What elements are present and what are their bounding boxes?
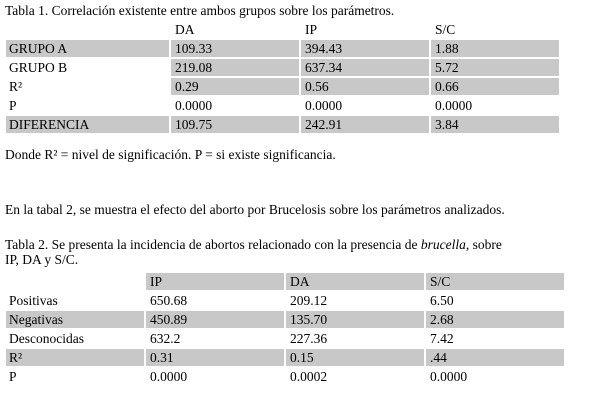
table2-header-cell [6,273,144,290]
table-cell: 1.88 [431,40,559,57]
table-cell: 109.75 [171,116,299,133]
row-label: P [6,97,169,114]
table1-header-row [6,21,559,38]
table1-header-cell: S/C [431,21,559,38]
table2-caption-text: Tabla 2. Se presenta la incidencia de abortos relacionado con la presencia de [5,237,421,252]
table-cell: 0.0000 [146,368,284,385]
table1-header-cell: IP [301,21,429,38]
table-row [6,368,564,385]
table-row [6,78,559,95]
row-label: Desconocidas [6,330,144,347]
table1-caption: Tabla 1. Correlación existente entre ambos grupos sobre los parámetros. [5,3,395,18]
table-row [6,40,559,57]
row-label: DIFERENCIA [6,116,169,133]
table-row [6,311,564,328]
table-cell: 0.0000 [301,97,429,114]
table-cell: 0.15 [286,349,424,366]
body-paragraph: En la tabal 2, se muestra el efecto del aborto por Brucelosis sobre los parámetros analizados. [5,202,505,217]
table-cell: 632.2 [146,330,284,347]
table-cell: 242.91 [301,116,429,133]
table1-header-cell: DA [171,21,299,38]
row-label: P [6,368,144,385]
table-row [6,292,564,309]
table-row [6,330,564,347]
table-cell: 0.0000 [431,97,559,114]
table2-header-cell: DA [286,273,424,290]
table-cell: 219.08 [171,59,299,76]
row-label: Positivas [6,292,144,309]
table-cell: 650.68 [146,292,284,309]
table-cell: 0.0002 [286,368,424,385]
row-label: Negativas [6,311,144,328]
table-cell: 6.50 [426,292,564,309]
table-cell: 227.36 [286,330,424,347]
table2-header-cell: IP [146,273,284,290]
table-cell: 0.31 [146,349,284,366]
table-cell: 209.12 [286,292,424,309]
table1 [4,19,561,135]
table-cell: 0.0000 [426,368,564,385]
table2-header-cell: S/C [426,273,564,290]
table-cell: 109.33 [171,40,299,57]
table-cell: 2.68 [426,311,564,328]
row-label: GRUPO B [6,59,169,76]
table-row [6,116,559,133]
table-cell: 3.84 [431,116,559,133]
table-row [6,97,559,114]
table-cell: 0.56 [301,78,429,95]
table-cell: 0.0000 [171,97,299,114]
row-label: GRUPO A [6,40,169,57]
table2-caption-italic: brucella [420,237,466,252]
table2-caption-line2: IP, DA y S/C. [5,252,79,267]
table2-caption [5,237,502,253]
table-cell: 135.70 [286,311,424,328]
table-cell: 637.34 [301,59,429,76]
table-row [6,349,564,366]
table-cell: 0.29 [171,78,299,95]
table-cell: 450.89 [146,311,284,328]
table-cell: 0.66 [431,78,559,95]
table-cell: 394.43 [301,40,429,57]
row-label: R² [6,349,144,366]
table-cell: 7.42 [426,330,564,347]
table1-note: Donde R² = nivel de significación. P = si existe significancia. [5,147,336,162]
table1-header-cell [6,21,169,38]
table2 [4,271,566,387]
table2-caption-text-end: , sobre [465,237,502,252]
table-cell: 5.72 [431,59,559,76]
row-label: R² [6,78,169,95]
table2-header-row [6,273,564,290]
table-cell: .44 [426,349,564,366]
table-row [6,59,559,76]
